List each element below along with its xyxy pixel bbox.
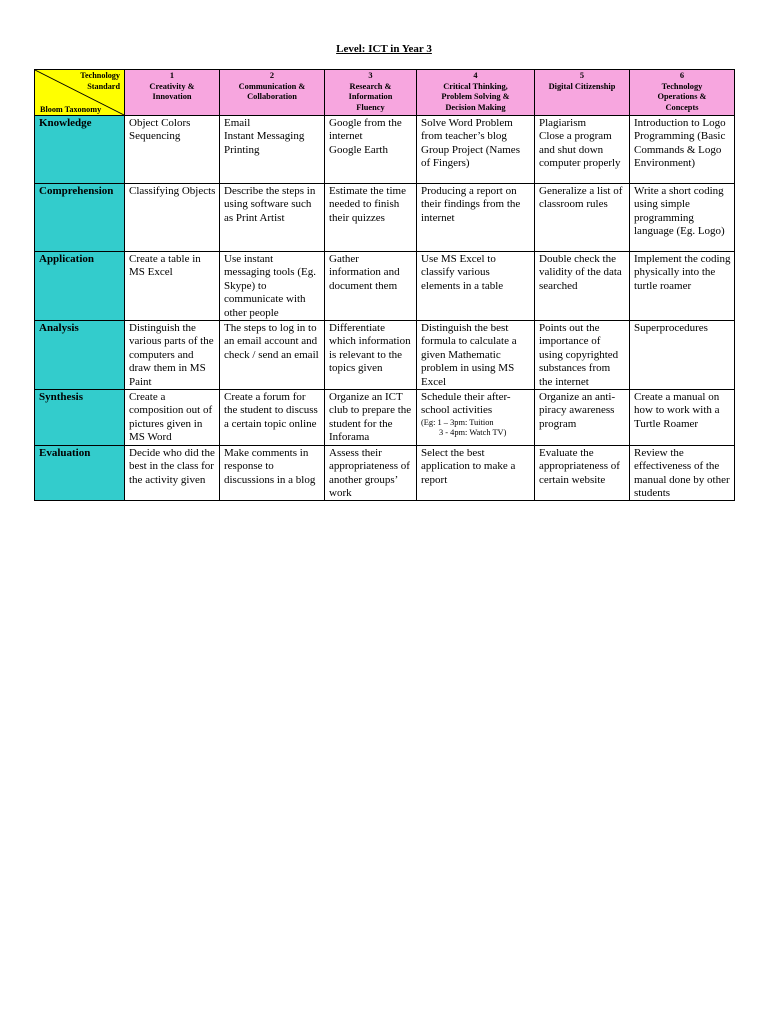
standard-header-2: 2 Communication & Collaboration bbox=[220, 70, 325, 116]
table-row bbox=[35, 116, 735, 184]
table-cell: Producing a report on their findings from the internet bbox=[417, 184, 535, 252]
table-cell: Make comments in response to discussions in a blog bbox=[220, 445, 325, 501]
table-row bbox=[35, 321, 735, 390]
table-cell: The steps to log in to an email account and check / send an email bbox=[220, 321, 325, 390]
table-row bbox=[35, 445, 735, 501]
table-row bbox=[35, 184, 735, 252]
standard-header-4: 4 Critical Thinking, Problem Solving & Decision Making bbox=[417, 70, 535, 116]
table-cell: Generalize a list of classroom rules bbox=[535, 184, 630, 252]
table-cell: Describe the steps in using software such as Print Artist bbox=[220, 184, 325, 252]
bloom-level-synthesis: Synthesis bbox=[35, 390, 125, 446]
table-cell: Superprocedures bbox=[630, 321, 735, 390]
table-cell: Implement the coding physically into the turtle roamer bbox=[630, 252, 735, 321]
table-cell: Assess their appropriateness of another groups’ work bbox=[325, 445, 417, 501]
table-cell: Object Colors Sequencing bbox=[125, 116, 220, 184]
table-cell: Plagiarism Close a program and shut down computer properly bbox=[535, 116, 630, 184]
table-cell: Decide who did the best in the class for the activity given bbox=[125, 445, 220, 501]
table-cell: Solve Word Problem from teacher’s blog Group Project (Names of Fingers) bbox=[417, 116, 535, 184]
table-cell: Select the best application to make a report bbox=[417, 445, 535, 501]
table-cell: Distinguish the various parts of the computers and draw them in MS Paint bbox=[125, 321, 220, 390]
standard-header-6: 6 Technology Operations & Concepts bbox=[630, 70, 735, 116]
table-cell: Use instant messaging tools (Eg. Skype) to communicate with other people bbox=[220, 252, 325, 321]
schedule-example-line-1: (Eg: 1 – 3pm: Tuition bbox=[421, 417, 494, 427]
table-row bbox=[35, 390, 735, 446]
table-cell: Estimate the time needed to finish their quizzes bbox=[325, 184, 417, 252]
bloom-taxonomy-label: Bloom Taxonomy bbox=[40, 105, 102, 114]
corner-cell bbox=[35, 70, 125, 116]
bloom-level-knowledge: Knowledge bbox=[35, 116, 125, 184]
table-row bbox=[35, 252, 735, 321]
schedule-example-line-2: 3 - 4pm: Watch TV) bbox=[439, 427, 507, 437]
bloom-level-evaluation: Evaluation bbox=[35, 445, 125, 501]
table-cell: Points out the importance of using copyrighted substances from the internet bbox=[535, 321, 630, 390]
table-cell: Classifying Objects bbox=[125, 184, 220, 252]
table-cell: Introduction to Logo Programming (Basic Commands & Logo Environment) bbox=[630, 116, 735, 184]
technology-standard-label: Technology Standard bbox=[80, 71, 120, 91]
table-cell: Organize an ICT club to prepare the student for the Inforama bbox=[325, 390, 417, 446]
page-title: Level: ICT in Year 3 bbox=[336, 43, 432, 55]
table-cell: Evaluate the appropriateness of certain website bbox=[535, 445, 630, 501]
table-cell: Create a composition out of pictures given in MS Word bbox=[125, 390, 220, 446]
table-cell: Create a forum for the student to discuss a certain topic online bbox=[220, 390, 325, 446]
header-row bbox=[35, 70, 735, 116]
table-cell: Double check the validity of the data searched bbox=[535, 252, 630, 321]
table-cell: Organize an anti-piracy awareness program bbox=[535, 390, 630, 446]
standard-header-1: 1 Creativity & Innovation bbox=[125, 70, 220, 116]
standard-header-5: 5 Digital Citizenship bbox=[535, 70, 630, 116]
bloom-level-comprehension: Comprehension bbox=[35, 184, 125, 252]
ict-bloom-matrix-table bbox=[34, 69, 735, 501]
table-cell: Create a table in MS Excel bbox=[125, 252, 220, 321]
table-cell: Email Instant Messaging Printing bbox=[220, 116, 325, 184]
bloom-level-analysis: Analysis bbox=[35, 321, 125, 390]
table-cell: Use MS Excel to classify various elements in a table bbox=[417, 252, 535, 321]
table-cell: Google from the internet Google Earth bbox=[325, 116, 417, 184]
table-cell: Schedule their after-school activities (Eg: 1 – 3pm: Tuition 3 - 4pm: Watch TV) bbox=[417, 390, 535, 446]
table-cell: Gather information and document them bbox=[325, 252, 417, 321]
standard-header-3: 3 Research & Information Fluency bbox=[325, 70, 417, 116]
table-cell: Distinguish the best formula to calculate a given Mathematic problem in using MS Excel bbox=[417, 321, 535, 390]
table-cell: Write a short coding using simple programming language (Eg. Logo) bbox=[630, 184, 735, 252]
table-cell: Review the effectiveness of the manual done by other students bbox=[630, 445, 735, 501]
bloom-level-application: Application bbox=[35, 252, 125, 321]
table-cell: Create a manual on how to work with a Turtle Roamer bbox=[630, 390, 735, 446]
table-cell: Differentiate which information is relevant to the topics given bbox=[325, 321, 417, 390]
